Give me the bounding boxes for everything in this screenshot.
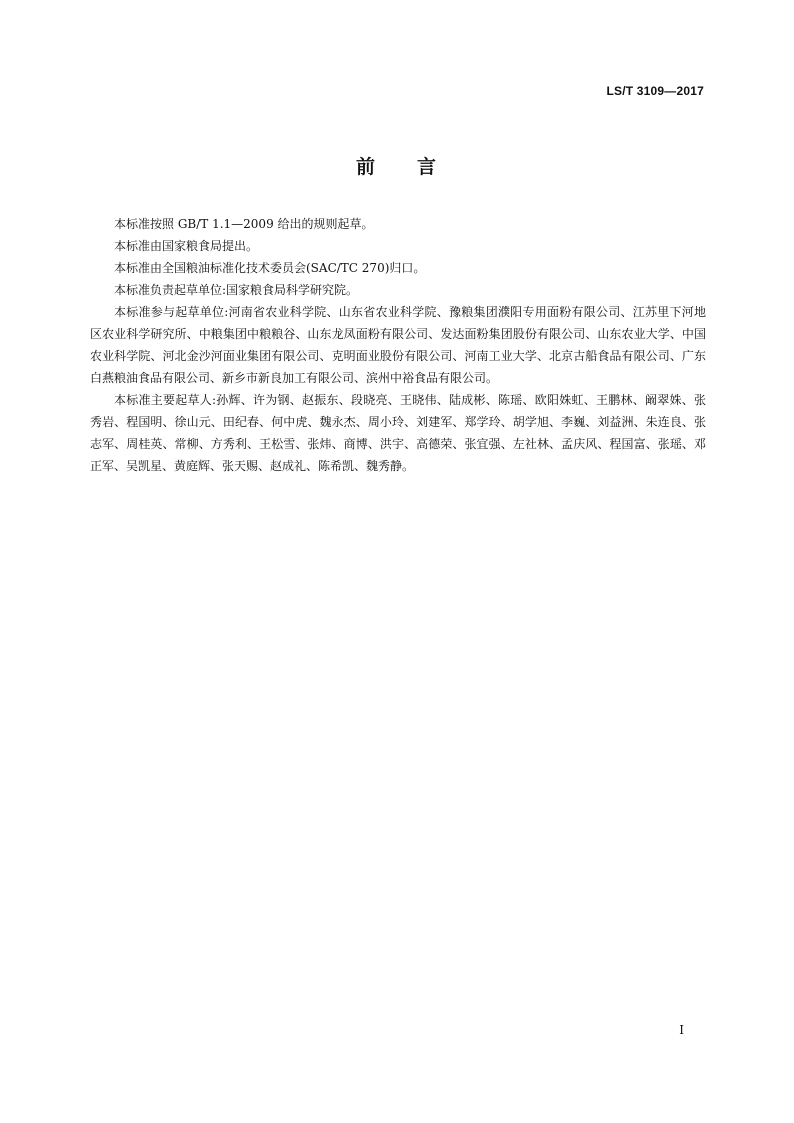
standard-code: LS/T 3109—2017 bbox=[606, 84, 704, 98]
paragraph-technical-committee: 本标准由全国粮油标准化技术委员会(SAC/TC 270)归口。 bbox=[114, 261, 426, 275]
paragraph-main-drafters: 本标准主要起草人:孙辉、许为钢、赵振东、段晓亮、王晓伟、陆成彬、陈瑶、欧阳姝虹、王鹏林、阚翠姝、张秀岩、程国明、徐山元、田纪春、何中虎、魏永杰、周小玲、刘建军、郑学玲、胡学旭、李巍、刘益洲、朱连良、张志军、周桂英、常柳、方秀利、王松雪、张炜、商博、洪宇、高德荣、张宜强、左社林、孟庆风、程国富、张瑶、邓正军、吴凯星、黄庭辉、张天赐、赵成礼、陈希凯、魏秀静。 bbox=[90, 393, 706, 473]
page-title-part-2: 言 bbox=[417, 156, 439, 178]
page-title-part-1: 前 bbox=[355, 156, 377, 178]
foreword-body bbox=[90, 213, 706, 477]
page-number: I bbox=[679, 1023, 684, 1037]
paragraph-drafting-rules: 本标准按照 GB/T 1.1—2009 给出的规则起草。 bbox=[114, 217, 374, 231]
paragraph-participating-units: 本标准参与起草单位:河南省农业科学院、山东省农业科学院、豫粮集团濮阳专用面粉有限公司、江苏里下河地区农业科学研究所、中粮集团中粮粮谷、山东龙凤面粉有限公司、发达面粉集团股份有限公司、山东农业大学、中国农业科学院、河北金沙河面业集团有限公司、克明面业股份有限公司、河南工业大学、北京古船食品有限公司、广东白燕粮油食品有限公司、新乡市新良加工有限公司、滨州中裕食品有限公司。 bbox=[90, 305, 706, 385]
page-title bbox=[0, 152, 794, 179]
paragraph-responsible-drafter: 本标准负责起草单位:国家粮食局科学研究院。 bbox=[114, 283, 359, 297]
paragraph-proposer: 本标准由国家粮食局提出。 bbox=[114, 239, 259, 253]
